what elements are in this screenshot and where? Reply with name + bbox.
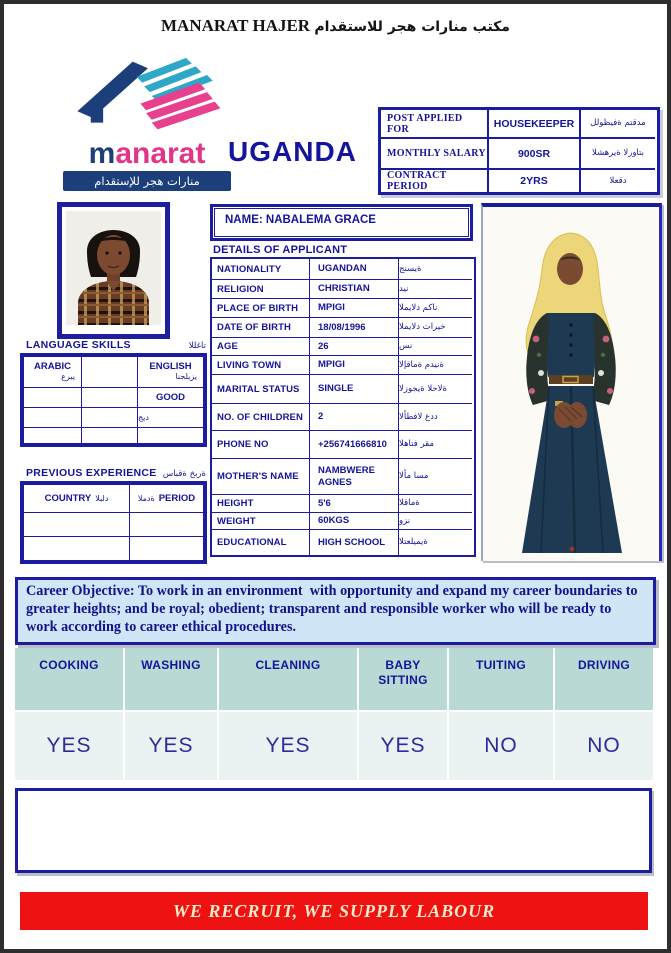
logo-wordmark-rest: anarat — [115, 137, 206, 170]
empty-cell — [129, 512, 203, 536]
empty-cell — [81, 357, 137, 387]
period-label-arabic: ةدملا — [137, 494, 155, 503]
period-header-cell — [129, 485, 203, 512]
field-label-arabic: مقر فتاهلا — [398, 430, 472, 458]
field-value: +256741666810 — [309, 430, 398, 458]
applicant-name: NAME: NABALEMA GRACE — [225, 214, 376, 226]
field-label-arabic: ةماقلا — [398, 494, 472, 512]
english-label-arabic: يزيلجنا — [175, 371, 197, 381]
field-value: HIGH SCHOOL — [309, 529, 398, 555]
agency-logo — [52, 54, 242, 191]
field-label-arabic: ناكم دلايملا — [398, 298, 472, 317]
field-label: DATE OF BIRTH — [212, 317, 309, 337]
career-objective-text: Career Objective: To work in an environment with opportunity and expand my career boundaries to greater heights; and be royal; obedient; transparent and responsible worker who will be ready to work according to career ethical procedures. — [26, 583, 642, 636]
notes-box — [15, 788, 652, 873]
empty-cell — [24, 407, 81, 427]
field-label-arabic: ةلاحلا ةيجوزلا — [398, 374, 472, 403]
english-level-cell: GOOD — [137, 387, 203, 407]
field-label-arabic: نيد — [398, 279, 472, 298]
english-level-arabic-cell: ديج — [137, 407, 203, 427]
field-label: NO. OF CHILDREN — [212, 403, 309, 430]
language-skills-heading — [22, 339, 206, 351]
skill-header-cooking: COOKING — [15, 648, 123, 710]
english-language-cell — [137, 357, 203, 387]
previous-experience-title-arabic: ةربخ ةقباس — [162, 469, 206, 479]
field-value: HOUSEKEEPER — [487, 110, 579, 137]
field-label: HEIGHT — [212, 494, 309, 512]
skill-value-baby-sitting: YES — [359, 712, 447, 780]
previous-experience-heading — [22, 467, 206, 479]
manarat-house-logo-icon — [64, 54, 230, 136]
agency-name-arabic: مكتب منارات هجر للاستقدام — [314, 19, 510, 35]
field-value: 2 — [309, 403, 398, 430]
empty-cell — [81, 427, 137, 443]
country-header-cell — [24, 485, 129, 512]
applicant-name-box — [210, 204, 473, 241]
skill-value-cleaning: YES — [219, 712, 357, 780]
agency-name-english: MANARAT HAJER — [161, 16, 311, 35]
skill-value-tuiting: NO — [449, 712, 553, 780]
field-label: MARITAL STATUS — [212, 374, 309, 403]
applicant-passport-photo — [66, 211, 161, 325]
field-label-arabic: ةنيدم ةماقإلا — [398, 355, 472, 374]
empty-cell — [24, 387, 81, 407]
field-label: MONTHLY SALARY — [381, 137, 487, 168]
empty-cell — [24, 536, 129, 560]
field-label-arabic: مسا مألا — [398, 458, 472, 494]
field-label: EDUCATIONAL — [212, 529, 309, 555]
empty-cell — [129, 536, 203, 560]
field-label-arabic: ةيميلعتلا — [398, 529, 472, 555]
skill-value-washing: YES — [125, 712, 217, 780]
country-label-arabic: دلبلا — [95, 494, 109, 503]
field-value: 900SR — [487, 137, 579, 168]
skill-header-tuiting: TUITING — [449, 648, 553, 710]
field-label-arabic: مدقتم ةفيظولل — [579, 110, 655, 137]
details-table — [210, 257, 476, 557]
field-label-arabic: نس — [398, 337, 472, 355]
arabic-label-arabic: يبرع — [61, 371, 75, 381]
details-heading: DETAILS OF APPLICANT — [213, 244, 348, 256]
skill-header-washing: WASHING — [125, 648, 217, 710]
career-objective-box — [15, 577, 656, 645]
skill-header-cleaning: CLEANING — [219, 648, 357, 710]
field-value: NAMBWERE AGNES — [309, 458, 398, 494]
field-label: NATIONALITY — [217, 263, 282, 275]
field-label: WEIGHT — [212, 512, 309, 529]
field-label-arabic: خيرات دلايملا — [398, 317, 472, 337]
field-value: MPIGI — [309, 355, 398, 374]
field-value: MPIGI — [309, 298, 398, 317]
field-label: POST APPLIED FOR — [387, 112, 463, 135]
field-label: AGE — [212, 337, 309, 355]
post-applied-table — [378, 107, 660, 195]
footer-slogan-banner: WE RECRUIT, WE SUPPLY LABOUR — [20, 892, 648, 930]
skills-table — [15, 648, 653, 780]
country-label: COUNTRY — [44, 493, 92, 504]
field-label: MOTHER'S NAME — [212, 458, 309, 494]
field-value: CHRISTIAN — [309, 279, 398, 298]
field-label: PHONE NO — [212, 430, 309, 458]
skill-header-baby-sitting: BABY SITTING — [359, 648, 447, 710]
empty-cell — [24, 427, 81, 443]
field-value: UGANDAN — [309, 259, 398, 279]
arabic-label: ARABIC — [34, 361, 71, 373]
field-label: PLACE OF BIRTH — [212, 298, 309, 317]
applicant-fullbody-photo — [483, 207, 659, 561]
field-value: SINGLE — [309, 374, 398, 403]
field-label-arabic: دقعلا — [579, 168, 655, 192]
logo-wordmark-m: m — [88, 137, 116, 170]
arabic-language-cell — [24, 357, 81, 387]
language-skills-title-arabic: تاغللا — [188, 341, 206, 351]
period-label: PERIOD — [158, 493, 196, 504]
field-value: 60KGS — [309, 512, 398, 529]
language-skills-title: LANGUAGE SKILLS — [26, 339, 131, 351]
document-title — [0, 16, 671, 36]
field-label-arabic: ددع لافطألا — [398, 403, 472, 430]
previous-experience-table — [20, 481, 207, 564]
field-label-arabic: نزو — [398, 512, 472, 529]
country-heading: UGANDA — [228, 136, 357, 167]
field-label: LIVING TOWN — [212, 355, 309, 374]
skill-value-cooking: YES — [15, 712, 123, 780]
skill-value-driving: NO — [555, 712, 653, 780]
field-label-arabic: ةيسنج — [398, 259, 472, 279]
field-label: CONTRACT PERIOD — [381, 168, 487, 192]
empty-cell — [24, 512, 129, 536]
english-label: ENGLISH — [149, 361, 192, 373]
language-skills-table — [20, 353, 207, 447]
field-value: 2YRS — [487, 168, 579, 192]
skill-header-driving: DRIVING — [555, 648, 653, 710]
field-label: RELIGION — [212, 279, 309, 298]
empty-cell — [137, 427, 203, 443]
field-label-arabic: بتاورلا ةيرهشلا — [579, 137, 655, 168]
field-value: 18/08/1996 — [309, 317, 398, 337]
empty-cell — [81, 387, 137, 407]
empty-cell — [81, 407, 137, 427]
logo-wordmark — [52, 139, 242, 169]
logo-arabic-banner: منارات هجر للإستقدام — [63, 171, 231, 191]
applicant-fullbody-photo-frame — [481, 203, 662, 561]
field-value: 5'6 — [309, 494, 398, 512]
previous-experience-title: PREVIOUS EXPERIENCE — [26, 467, 157, 479]
applicant-passport-photo-frame — [57, 202, 170, 339]
field-value: 26 — [309, 337, 398, 355]
